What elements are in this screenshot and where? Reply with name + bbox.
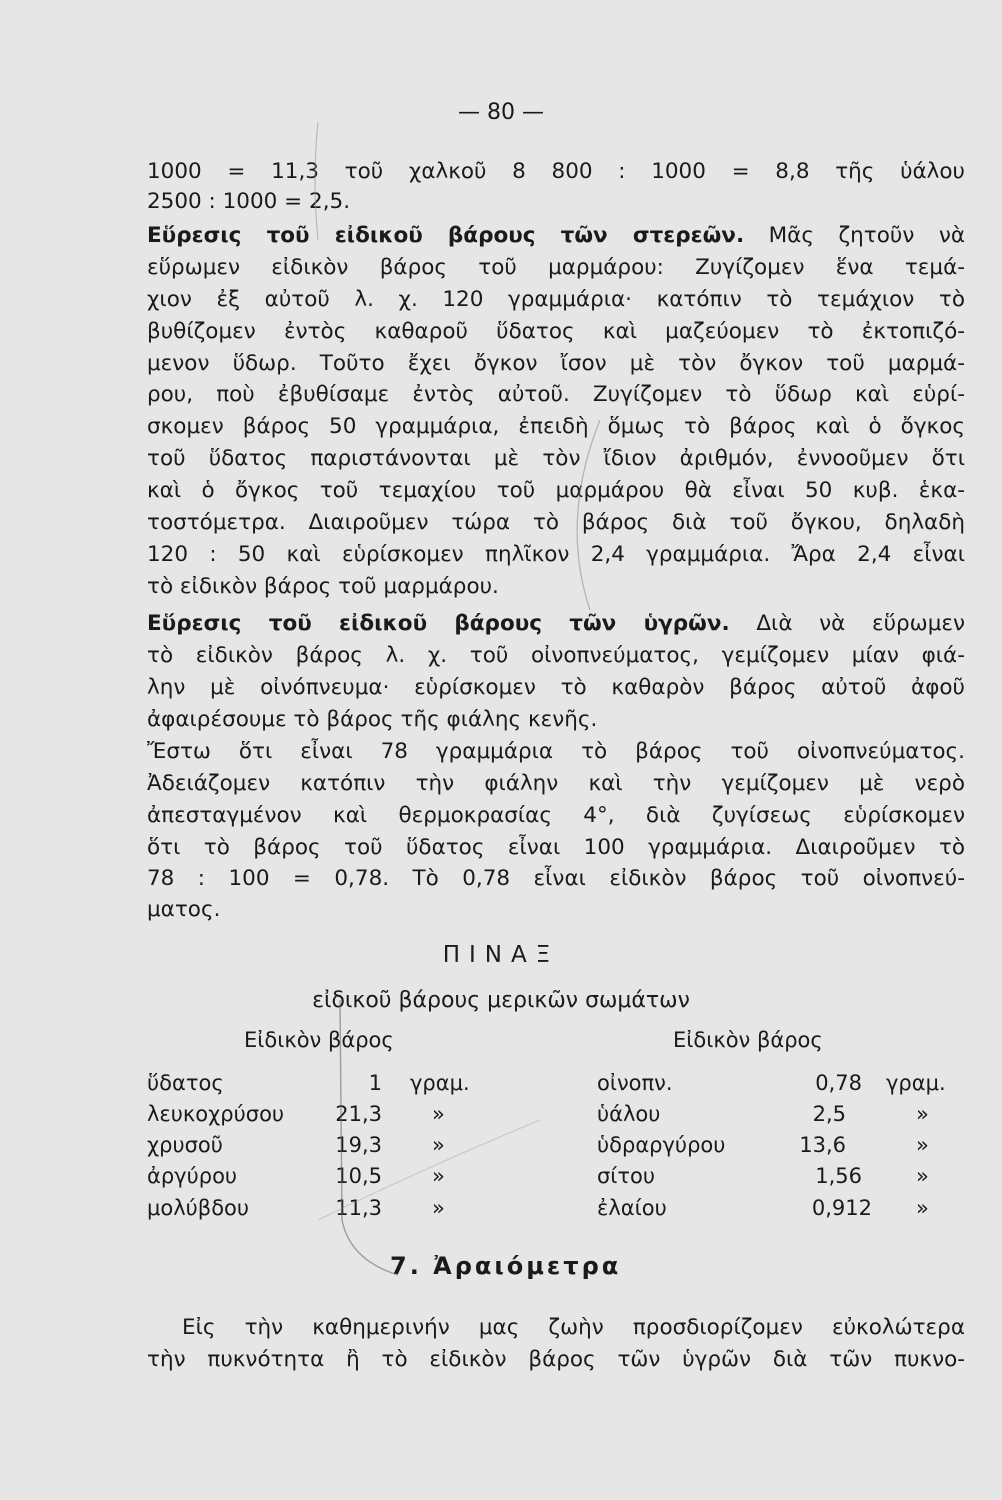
table-row-name: ὑάλου <box>597 1102 661 1126</box>
table-row-value: 10,5 <box>335 1164 382 1188</box>
table-row-unit: γραμ. <box>886 1071 946 1095</box>
text-line: τὴν πυκνότητα ἢ τὸ εἰδικὸν βάρος τῶν ὑγρῶν διὰ τῶν πυκνο- <box>147 1347 965 1372</box>
table-row-value: 0,912 <box>811 1196 872 1220</box>
text-line: λην μὲ οἰνόπνευμα· εὑρίσκομεν τὸ καθαρὸν βάρος αὐτοῦ ἀφοῦ <box>147 675 965 700</box>
table-row-name: ὕδατος <box>147 1071 224 1095</box>
text-line: τὸ εἰδικὸν βάρος λ. χ. τοῦ οἰνοπνεύματος, γεμίζομεν μίαν φιά- <box>147 643 965 668</box>
text-line: τὸ εἰδικὸν βάρος τοῦ μαρμάρου. <box>147 574 499 599</box>
table-row-name: ἐλαίου <box>597 1196 667 1220</box>
table-row-unit: » <box>432 1196 445 1220</box>
text-line: καὶ ὁ ὄγκος τοῦ τεμαχίου τοῦ μαρμάρου θὰ εἶναι 50 κυβ. ἑκα- <box>147 478 965 503</box>
text-line <box>147 609 965 639</box>
subsection-heading-liquids: Εὕρεσις τοῦ εἰδικοῦ βάρους τῶν ὑγρῶν. <box>147 611 730 636</box>
text-line: Εἰς τὴν καθημερινήν μας ζωὴν προσδιορίζομεν εὐκολώτερα <box>182 1315 965 1340</box>
text-line: τοῦ ὕδατος παριστάνονται μὲ τὸν ἴδιον ἀριθμόν, ἐννοοῦμεν ὅτι <box>147 446 965 471</box>
table-row-name: ὑδραργύρου <box>597 1133 726 1157</box>
table-row-unit: γραμ. <box>410 1071 470 1095</box>
text-line: Ἔστω ὅτι εἶναι 78 γραμμάρια τὸ βάρος τοῦ οἰνοπνεύματος. <box>147 739 965 764</box>
table-subtitle: εἰδικοῦ βάρους μερικῶν σωμάτων <box>312 988 690 1013</box>
table-row-name: οἰνοπν. <box>597 1071 673 1095</box>
table-title: ΠΙΝΑΞ <box>442 942 560 968</box>
table-row-name: χρυσοῦ <box>147 1133 223 1157</box>
text-line: τοστόμετρα. Διαιροῦμεν τώρα τὸ βάρος διὰ τοῦ ὄγκου, δηλαδὴ <box>147 510 965 535</box>
text-line: 78 : 100 = 0,78. Τὸ 0,78 εἶναι εἰδικὸν βάρος τοῦ οἰνοπνεύ- <box>147 866 965 891</box>
table-row-value: 0,78 <box>815 1071 862 1095</box>
subsection-heading-solids: Εὕρεσις τοῦ εἰδικοῦ βάρους τῶν στερεῶν. <box>147 223 745 248</box>
table-row-name: μολύβδου <box>147 1196 250 1220</box>
text-line: εὕρωμεν εἰδικὸν βάρος τοῦ μαρμάρου: Ζυγίζομεν ἕνα τεμά- <box>147 255 965 280</box>
section-heading-hydrometers: 7. Ἀραιόμετρα <box>390 1252 622 1280</box>
left-column-header: Εἰδικὸν βάρος <box>244 1028 394 1052</box>
text-line: 1000 = 11,3 τοῦ χαλκοῦ 8 800 : 1000 = 8,8 τῆς ὑάλου <box>147 159 965 184</box>
text-line: μενον ὕδωρ. Τοῦτο ἔχει ὄγκον ἴσον μὲ τὸν ὄγκον τοῦ μαρμά- <box>147 351 965 376</box>
table-row-unit: » <box>432 1133 445 1157</box>
table-row-unit: » <box>916 1133 929 1157</box>
table-row-value: 19,3 <box>335 1133 382 1157</box>
page-number: — 80 — <box>458 100 544 125</box>
table-row-value: 21,3 <box>335 1102 382 1126</box>
text-line: Ἀδειάζομεν κατόπιν τὴν φιάλην καὶ τὴν γεμίζομεν μὲ νερὸ <box>147 771 965 796</box>
text-line: χιον ἐξ αὐτοῦ λ. χ. 120 γραμμάρια· κατόπιν τὸ τεμάχιον τὸ <box>147 287 965 312</box>
text-line: ρου, ποὺ ἐβυθίσαμε ἐντὸς αὐτοῦ. Ζυγίζομεν τὸ ὕδωρ καὶ εὑρί- <box>147 382 965 407</box>
table-row-name: λευκοχρύσου <box>147 1102 285 1126</box>
text-line: ματος. <box>147 897 221 922</box>
right-column-header: Εἰδικὸν βάρος <box>673 1028 823 1052</box>
table-row-value: 11,3 <box>335 1196 382 1220</box>
table-row-unit: » <box>916 1164 929 1188</box>
text-line: ὅτι τὸ βάρος τοῦ ὕδατος εἶναι 100 γραμμάρια. Διαιροῦμεν τὸ <box>147 835 965 860</box>
text-line: ἀφαιρέσουμε τὸ βάρος τῆς φιάλης κενῆς. <box>147 707 598 732</box>
table-row-unit: » <box>916 1102 929 1126</box>
text-line: 2500 : 1000 = 2,5. <box>147 189 351 214</box>
heading-continuation: Μᾶς ζητοῦν νὰ <box>768 223 965 248</box>
table-row-value: 1 <box>368 1071 382 1095</box>
table-row-value: 13,6 <box>799 1133 846 1157</box>
table-row-unit: » <box>432 1164 445 1188</box>
table-row-value: 2,5 <box>812 1102 846 1126</box>
text-line: σκομεν βάρος 50 γραμμάρια, ἐπειδὴ ὅμως τὸ βάρος καὶ ὁ ὄγκος <box>147 414 965 439</box>
text-line: βυθίζομεν ἐντὸς καθαροῦ ὕδατος καὶ μαζεύομεν τὸ ἐκτοπιζό- <box>147 319 965 344</box>
text-line: 120 : 50 καὶ εὑρίσκομεν πηλῖκον 2,4 γραμμάρια. Ἄρα 2,4 εἶναι <box>147 542 965 567</box>
table-row-name: ἀργύρου <box>147 1164 238 1188</box>
table-row-unit: » <box>916 1196 929 1220</box>
table-row-value: 1,56 <box>815 1164 862 1188</box>
text-line: ἀπεσταγμένον καὶ θερμοκρασίας 4°, διὰ ζυγίσεως εὑρίσκομεν <box>147 803 965 828</box>
table-row-unit: » <box>432 1102 445 1126</box>
text-line <box>147 221 965 251</box>
heading-continuation: Διὰ νὰ εὕρωμεν <box>756 611 965 636</box>
table-row-name: σίτου <box>597 1164 656 1188</box>
